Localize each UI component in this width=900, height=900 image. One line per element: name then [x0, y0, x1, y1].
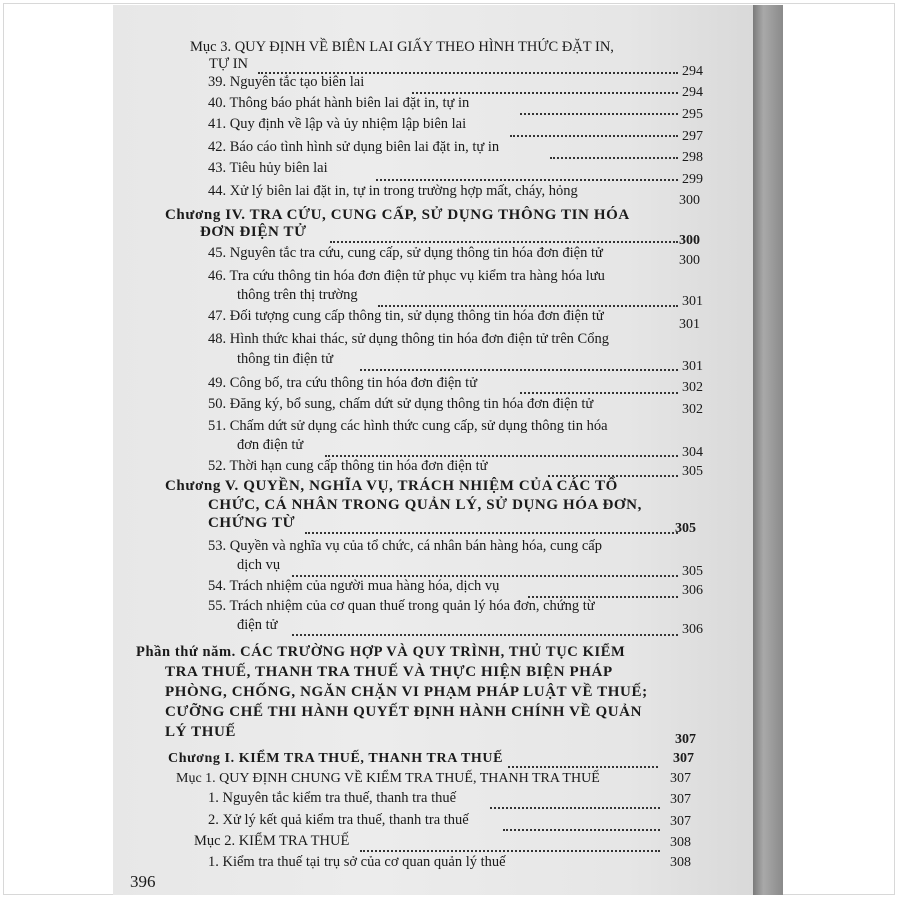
- toc-part-heading-cont: LÝ THUẾ: [165, 724, 237, 740]
- toc-chapter-heading: Chương V. QUYỀN, NGHĨA VỤ, TRÁCH NHIỆM CỦA CÁC TỔ: [165, 478, 618, 494]
- toc-entry: 52. Thời hạn cung cấp thông tin hóa đơn điện tử: [208, 458, 488, 474]
- toc-entry-cont: điện tử: [237, 617, 278, 633]
- toc-chapter-heading: Chương IV. TRA CỨU, CUNG CẤP, SỬ DỤNG THÔNG TIN HÓA: [165, 207, 630, 223]
- toc-entry: 45. Nguyên tắc tra cứu, cung cấp, sử dụng thông tin hóa đơn điện tử: [208, 245, 603, 261]
- toc-section-heading: Mục 3. QUY ĐỊNH VỀ BIÊN LAI GIẤY THEO HÌNH THỨC ĐẶT IN,: [190, 39, 614, 55]
- dot-leader: [305, 530, 678, 534]
- toc-part-heading-cont: PHÒNG, CHỐNG, NGĂN CHẶN VI PHẠM PHÁP LUẬT VỀ THUẾ;: [165, 684, 648, 700]
- toc-entry: 2. Xử lý kết quả kiểm tra thuế, thanh tra thuế: [208, 812, 469, 828]
- dot-leader: [510, 133, 678, 137]
- toc-page-number: 306: [682, 622, 703, 637]
- page-folio-number: 396: [130, 872, 156, 891]
- toc-page-number: 307: [670, 792, 691, 807]
- dot-leader: [292, 573, 678, 577]
- toc-entry: 39. Nguyên tắc tạo biên lai: [208, 74, 365, 90]
- toc-page-number: 304: [682, 445, 703, 460]
- toc-page-number: 302: [682, 402, 703, 417]
- toc-section-heading: Mục 1. QUY ĐỊNH CHUNG VỀ KIỂM TRA THUẾ, THANH TRA THUẾ: [176, 771, 600, 786]
- toc-page-number: 300: [679, 193, 700, 208]
- toc-page-number: 307: [673, 751, 694, 766]
- toc-entry: 41. Quy định về lập và ủy nhiệm lập biên lai: [208, 116, 467, 132]
- toc-entry-cont: dịch vụ: [237, 557, 281, 573]
- toc-page-number: 301: [682, 294, 703, 309]
- toc-section-heading-cont: TỰ IN: [209, 56, 249, 72]
- toc-entry: 54. Trách nhiệm của người mua hàng hóa, dịch vụ: [208, 578, 500, 594]
- dot-leader: [490, 805, 660, 809]
- toc-entry: 46. Tra cứu thông tin hóa đơn điện tử phục vụ kiểm tra hàng hóa lưu: [208, 268, 605, 284]
- toc-part-heading: Phần thứ năm. CÁC TRƯỜNG HỢP VÀ QUY TRÌNH, THỦ TỤC KIỂM: [136, 644, 626, 660]
- toc-page-number: 297: [682, 129, 703, 144]
- toc-page-number: 308: [670, 855, 691, 870]
- toc-page-number: 294: [682, 64, 703, 79]
- dot-leader: [325, 453, 678, 457]
- dot-leader: [360, 367, 678, 371]
- dot-leader: [412, 90, 678, 94]
- dot-leader: [360, 848, 660, 852]
- toc-entry: 43. Tiêu hủy biên lai: [208, 160, 328, 176]
- toc-entry-cont: thông tin điện tử: [237, 351, 334, 367]
- dot-leader: [378, 303, 678, 307]
- toc-entry: 49. Công bố, tra cứu thông tin hóa đơn điện tử: [208, 375, 478, 391]
- toc-entry: 55. Trách nhiệm của cơ quan thuế trong quản lý hóa đơn, chứng từ: [208, 598, 595, 614]
- toc-page-number: 300: [679, 233, 700, 248]
- dot-leader: [520, 111, 678, 115]
- dot-leader: [548, 473, 678, 477]
- toc-page-number: 306: [682, 583, 703, 598]
- dot-leader: [520, 390, 678, 394]
- toc-section-heading: Mục 2. KIỂM TRA THUẾ: [194, 833, 350, 849]
- toc-page-number: 305: [682, 564, 703, 579]
- dot-leader: [503, 827, 660, 831]
- toc-entry: 47. Đối tượng cung cấp thông tin, sử dụng thông tin hóa đơn điện tử: [208, 308, 604, 324]
- toc-page-number: 300: [679, 253, 700, 268]
- dot-leader: [508, 764, 658, 768]
- toc-chapter-heading-cont: CHỨNG TỪ: [208, 515, 296, 531]
- toc-entry: 1. Nguyên tắc kiểm tra thuế, thanh tra thuế: [208, 790, 457, 806]
- toc-entry: 51. Chấm dứt sử dụng các hình thức cung cấp, sử dụng thông tin hóa: [208, 418, 608, 434]
- toc-page-number: 298: [682, 150, 703, 165]
- toc-entry-cont: đơn điện tử: [237, 437, 304, 453]
- toc-entry: 42. Báo cáo tình hình sử dụng biên lai đặt in, tự in: [208, 139, 500, 155]
- toc-entry: 44. Xử lý biên lai đặt in, tự in trong trường hợp mất, cháy, hỏng: [208, 183, 578, 199]
- toc-chapter-heading-cont: CHỨC, CÁ NHÂN TRONG QUẢN LÝ, SỬ DỤNG HÓA ĐƠN,: [208, 497, 642, 513]
- dot-leader: [550, 155, 678, 159]
- toc-part-heading-cont: TRA THUẾ, THANH TRA THUẾ VÀ THỰC HIỆN BIỆN PHÁP: [165, 664, 613, 680]
- toc-entry: 1. Kiểm tra thuế tại trụ sở của cơ quan quản lý thuế: [208, 854, 506, 870]
- toc-page-number: 305: [675, 521, 696, 536]
- toc-entry: 40. Thông báo phát hành biên lai đặt in, tự in: [208, 95, 470, 111]
- toc-page-number: 307: [670, 771, 691, 786]
- toc-entry: 50. Đăng ký, bổ sung, chấm dứt sử dụng thông tin hóa đơn điện tử: [208, 396, 594, 412]
- toc-page-number: 308: [670, 835, 691, 850]
- toc-chapter-heading-cont: ĐƠN ĐIỆN TỬ: [200, 224, 307, 240]
- toc-page-number: 299: [682, 172, 703, 187]
- toc-page-number: 295: [682, 107, 703, 122]
- toc-part-heading-cont: CƯỠNG CHẾ THI HÀNH QUYẾT ĐỊNH HÀNH CHÍNH VỀ QUẢN: [165, 704, 643, 720]
- toc-page-number: 307: [670, 814, 691, 829]
- toc-page-number: 301: [679, 317, 700, 332]
- toc-entry: 48. Hình thức khai thác, sử dụng thông tin hóa đơn điện tử trên Cổng: [208, 331, 609, 347]
- toc-chapter-heading: Chương I. KIỂM TRA THUẾ, THANH TRA THUẾ: [168, 751, 504, 766]
- dot-leader: [330, 239, 678, 243]
- dot-leader: [376, 177, 678, 181]
- toc-page-number: 301: [682, 359, 703, 374]
- toc-page-number: 294: [682, 85, 703, 100]
- toc-page-number: 307: [675, 732, 696, 747]
- dot-leader: [292, 632, 678, 636]
- toc-entry-cont: thông trên thị trường: [237, 287, 358, 303]
- toc-entry: 53. Quyền và nghĩa vụ của tổ chức, cá nhân bán hàng hóa, cung cấp: [208, 538, 602, 554]
- toc-page-number: 302: [682, 380, 703, 395]
- toc-page-number: 305: [682, 464, 703, 479]
